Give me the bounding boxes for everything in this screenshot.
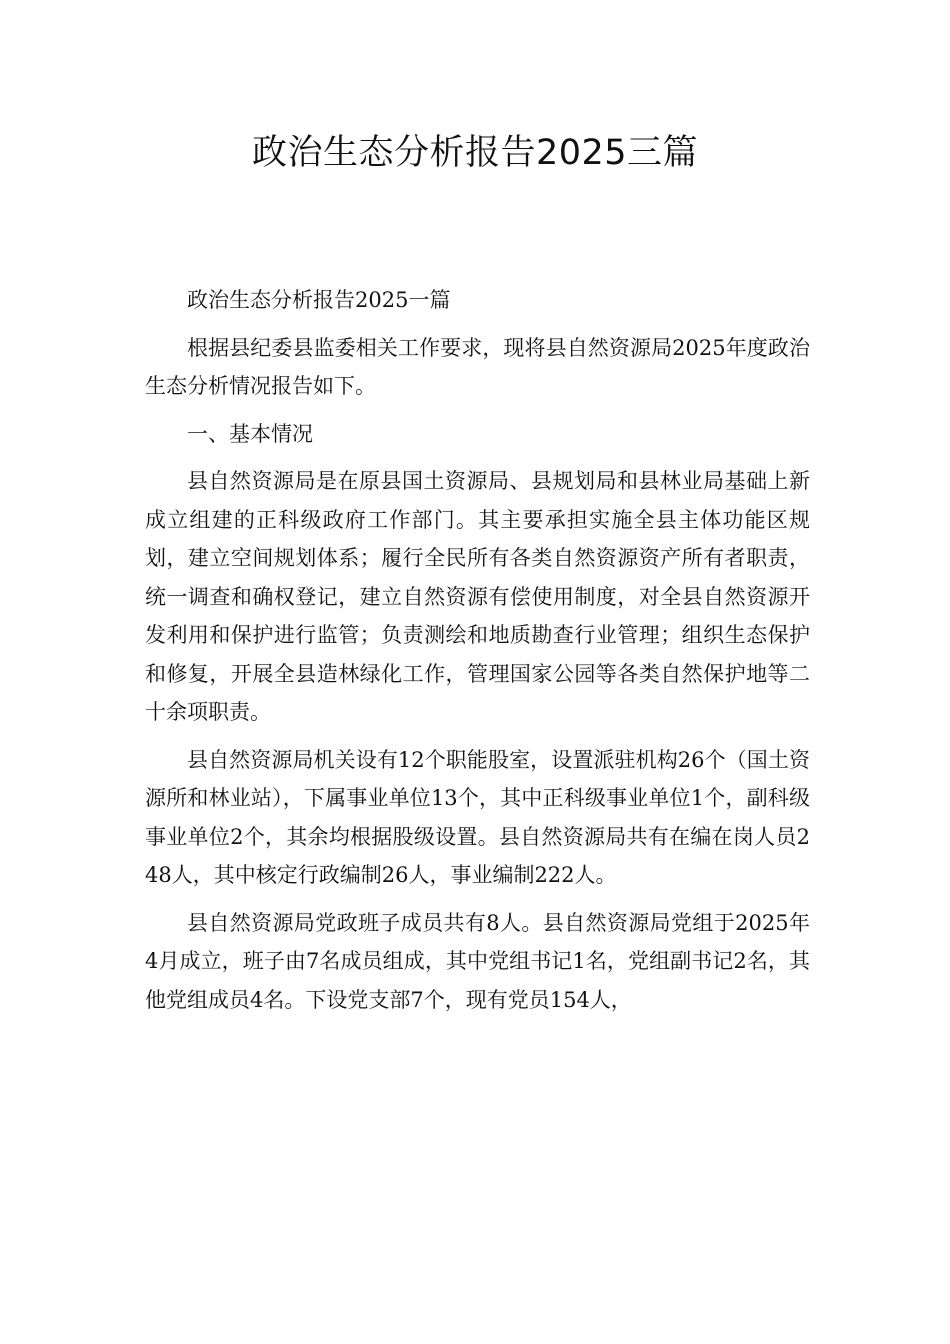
document-body	[145, 281, 810, 1025]
intro-paragraph: 根据县纪委县监委相关工作要求，现将县自然资源局2025年度政治生态分析情况报告如下。	[145, 335, 810, 398]
paragraph-bureau-duties: 县自然资源局是在原县国土资源局、县规划局和县林业局基础上新成立组建的正科级政府工作部门。其主要承担实施全县主体功能区规划，建立空间规划体系；履行全民所有各类自然资源资产所有者职责，统一调查和确权登记，建立自然资源有偿使用制度，对全县自然资源开发利用和保护进行监管；负责测绘和地质勘查行业管理；组织生态保护和修复，开展全县造林绿化工作，管理国家公园等各类自然保护地等二十余项职责。	[145, 469, 810, 724]
section-heading-part-one: 政治生态分析报告2025一篇	[187, 288, 451, 312]
document-title: 政治生态分析报告2025三篇	[251, 133, 699, 173]
paragraph-bureau-structure: 县自然资源局机关设有12个职能股室，设置派驻机构26个（国土资源所和林业站），下属事业单位13个，其中正科级事业单位1个，副科级事业单位2个，其余均根据股级设置。县自然资源局共有在编在岗人员248人，其中核定行政编制26人，事业编制222人。	[145, 747, 810, 887]
paragraph-party-leadership: 县自然资源局党政班子成员共有8人。县自然资源局党组于2025年4月成立，班子由7名成员组成，其中党组书记1名，党组副书记2名，其他党组成员4名。下设党支部7个，现有党员154人，	[145, 910, 810, 1012]
heading-basic-situation: 一、基本情况	[187, 421, 313, 446]
